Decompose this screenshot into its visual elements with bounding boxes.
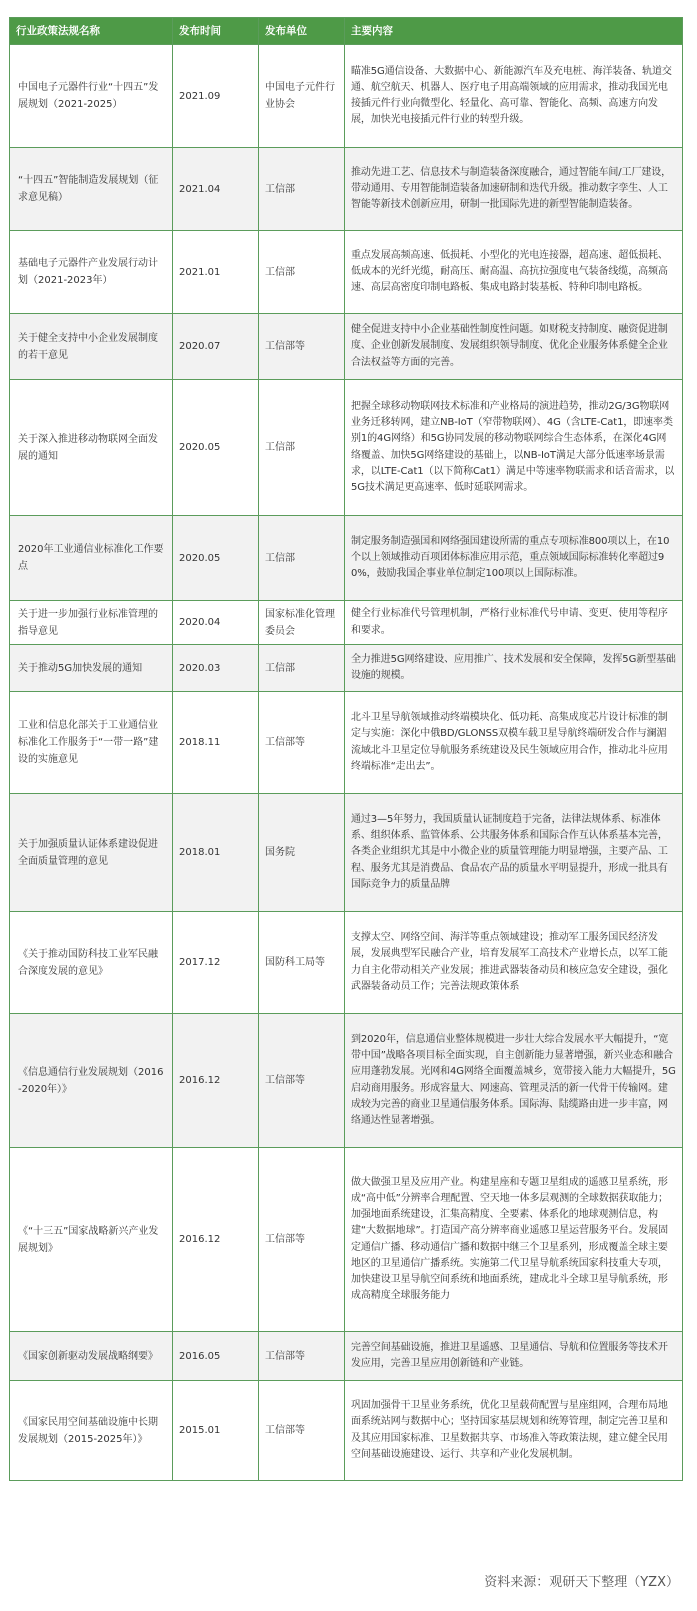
header-date: 发布时间 <box>173 18 259 45</box>
policy-name: 关于深入推进移动物联网全面发展的通知 <box>10 380 173 516</box>
policy-name: 《国家创新驱动发展战略纲要》 <box>10 1332 173 1381</box>
publish-date: 2016.05 <box>173 1332 259 1381</box>
table-row <box>10 45 683 148</box>
policy-name: 关于进一步加强行业标准管理的指导意见 <box>10 601 173 645</box>
table-row <box>10 1381 683 1481</box>
publish-date: 2021.04 <box>173 148 259 231</box>
main-content: 健全行业标准代号管理机制，严格行业标准代号申请、变更、使用等程序和要求。 <box>345 601 683 645</box>
table-row <box>10 912 683 1014</box>
issuer: 工信部 <box>259 380 345 516</box>
main-content: 巩固加强骨干卫星业务系统，优化卫星载荷配置与星座组网，合理布局地面系统站网与数据中心；坚持国家基层规划和统筹管理，制定完善卫星和及其应用国家标准、卫星数据共享、市场准入等政策法规，建立健全民用空间基础设施建设、运行、共享和产业化发展机制。 <box>345 1381 683 1481</box>
table-row <box>10 231 683 314</box>
issuer: 国务院 <box>259 794 345 912</box>
policy-name: 关于健全支持中小企业发展制度的若干意见 <box>10 314 173 380</box>
issuer: 工信部 <box>259 231 345 314</box>
policy-name: 关于推动5G加快发展的通知 <box>10 645 173 692</box>
issuer: 工信部等 <box>259 692 345 794</box>
main-content: 到2020年，信息通信业整体规模进一步壮大综合发展水平大幅提升，“宽带中国”战略各项目标全面实现，自主创新能力显著增强，新兴业态和融合应用蓬勃发展。光网和4G网络全面覆盖城乡，宽带接入能力大幅提升，5G启动商用服务。形成容量大、网速高、管理灵活的新一代骨干传输网。建成较为完善的商业卫星通信服务体系。国际海、陆缆路由进一步丰富，网络通达性显著增强。 <box>345 1014 683 1148</box>
issuer: 工信部 <box>259 645 345 692</box>
table-row <box>10 380 683 516</box>
publish-date: 2015.01 <box>173 1381 259 1481</box>
publish-date: 2020.05 <box>173 380 259 516</box>
header-name: 行业政策法规名称 <box>10 18 173 45</box>
publish-date: 2021.09 <box>173 45 259 148</box>
publish-date: 2020.05 <box>173 516 259 601</box>
issuer: 工信部等 <box>259 1332 345 1381</box>
main-content: 做大做强卫星及应用产业。构建星座和专题卫星组成的遥感卫星系统，形成“高中低”分辨率合理配置、空天地一体多层观测的全球数据获取能力；加强地面系统建设，汇集高精度、全要素、体系化的地球观测信息，构建“大数据地球”。打造国产高分辨率商业遥感卫星运营服务平台。发展固定通信广播、移动通信广播和数据中继三个卫星系列，形成覆盖全球主要地区的卫星通信广播系统。实施第二代卫星导航系统国家科技重大专项，加快建设卫星导航空间系统和地面系统，建成北斗全球卫星导航系统，形成高精度全球服务能力 <box>345 1148 683 1332</box>
policy-name: 关于加强质量认证体系建设促进全面质量管理的意见 <box>10 794 173 912</box>
source-note: 资料来源：观研天下整理（YZX） <box>484 1575 679 1590</box>
main-content: 把握全球移动物联网技术标准和产业格局的演进趋势，推动2G/3G物联网业务迁移转网，建立NB-IoT（窄带物联网）、4G（含LTE-Cat1，即速率类别1的4G网络）和5G协同发展的移动物联网综合生态体系，在深化4G网络覆盖、加快5G网络建设的基础上，以NB-IoT满足大部分低速率场景需求，以LTE-Cat1（以下简称Cat1）满足中等速率物联需求和话音需求，以5G技术满足更高速率、低时延联网需求。 <box>345 380 683 516</box>
publish-date: 2020.04 <box>173 601 259 645</box>
policy-name: 基础电子元器件产业发展行动计划（2021-2023年） <box>10 231 173 314</box>
policy-name: “十四五”智能制造发展规划（征求意见稿） <box>10 148 173 231</box>
table-row <box>10 645 683 692</box>
publish-date: 2016.12 <box>173 1148 259 1332</box>
table-row <box>10 148 683 231</box>
publish-date: 2016.12 <box>173 1014 259 1148</box>
main-content: 推动先进工艺、信息技术与制造装备深度融合，通过智能车间/工厂建设，带动通用、专用智能制造装备加速研制和迭代升级。推动数字孪生、人工智能等新技术创新应用，研制一批国际先进的新型智能制造装备。 <box>345 148 683 231</box>
table-row <box>10 516 683 601</box>
main-content: 支撑太空、网络空间、海洋等重点领域建设；推动军工服务国民经济发展，发展典型军民融合产业，培育发展军工高技术产业增长点，以军工能力自主化带动相关产业发展；推进武器装备动员和核应急安全建设，强化武器装备动员工作；完善法规政策体系 <box>345 912 683 1014</box>
policy-name: 工业和信息化部关于工业通信业标准化工作服务于“一带一路”建设的实施意见 <box>10 692 173 794</box>
policy-name: 《信息通信行业发展规划（2016-2020年）》 <box>10 1014 173 1148</box>
policy-name: 《“十三五”国家战略新兴产业发展规划》 <box>10 1148 173 1332</box>
issuer: 工信部 <box>259 516 345 601</box>
publish-date: 2017.12 <box>173 912 259 1014</box>
issuer: 中国电子元件行业协会 <box>259 45 345 148</box>
table-row <box>10 601 683 645</box>
table-row <box>10 1014 683 1148</box>
publish-date: 2018.01 <box>173 794 259 912</box>
main-content: 完善空间基础设施，推进卫星遥感、卫星通信、导航和位置服务等技术开发应用，完善卫星应用创新链和产业链。 <box>345 1332 683 1381</box>
main-content: 健全促进支持中小企业基础性制度性问题。如财税支持制度、融资促进制度、企业创新发展制度、发展组织领导制度、优化企业服务体系健全企业合法权益等方面的完善。 <box>345 314 683 380</box>
main-content: 制定服务制造强国和网络强国建设所需的重点专项标准800项以上，在10个以上领域推动百项团体标准应用示范，重点领域国际标准转化率超过90%，鼓励我国企事业单位制定100项以上国际标准。 <box>345 516 683 601</box>
publish-date: 2020.07 <box>173 314 259 380</box>
table-row <box>10 794 683 912</box>
issuer: 工信部 <box>259 148 345 231</box>
table-row <box>10 692 683 794</box>
issuer: 工信部等 <box>259 314 345 380</box>
issuer: 国家标准化管理委员会 <box>259 601 345 645</box>
header-issuer: 发布单位 <box>259 18 345 45</box>
publish-date: 2018.11 <box>173 692 259 794</box>
main-content: 重点发展高频高速、低损耗、小型化的光电连接器，超高速、超低损耗、低成本的光纤光缆，耐高压、耐高温、高抗拉强度电气装备线缆，高频高速、高层高密度印制电路板、集成电路封装基板、特种印制电路板。 <box>345 231 683 314</box>
issuer: 工信部等 <box>259 1014 345 1148</box>
table-row <box>10 314 683 380</box>
policy-table <box>9 17 683 1481</box>
header-content: 主要内容 <box>345 18 683 45</box>
main-content: 北斗卫星导航领域推动终端模块化、低功耗、高集成度芯片设计标准的制定与实施：深化中俄BD/GLONSS双模车载卫星导航终端研发合作与澜湄流域北斗卫星定位导航服务系统建设及民生领域应用合作，推动北斗应用终端标准“走出去”。 <box>345 692 683 794</box>
policy-name: 《国家民用空间基础设施中长期发展规划（2015-2025年）》 <box>10 1381 173 1481</box>
main-content: 瞄准5G通信设备、大数据中心、新能源汽车及充电桩、海洋装备、轨道交通、航空航天、机器人、医疗电子用高端领域的应用需求，推动我国光电接插元件行业向微型化、轻量化、高可靠、智能化、高频、高速方向发展，加快光电接插元件行业的转型升级。 <box>345 45 683 148</box>
publish-date: 2021.01 <box>173 231 259 314</box>
table-header-row <box>10 18 683 45</box>
policy-name: 中国电子元器件行业“十四五”发展规划（2021-2025） <box>10 45 173 148</box>
table-row <box>10 1332 683 1381</box>
publish-date: 2020.03 <box>173 645 259 692</box>
issuer: 国防科工局等 <box>259 912 345 1014</box>
table-row <box>10 1148 683 1332</box>
policy-name: 2020年工业通信业标准化工作要点 <box>10 516 173 601</box>
policy-name: 《关于推动国防科技工业军民融合深度发展的意见》 <box>10 912 173 1014</box>
main-content: 通过3—5年努力，我国质量认证制度趋于完备，法律法规体系、标准体系、组织体系、监管体系、公共服务体系和国际合作互认体系基本完善，各类企业组织尤其是中小微企业的质量管理能力明显增强，主要产品、工程、服务尤其是消费品、食品农产品的质量水平明显提升，形成一批具有国际竞争力的质量品牌 <box>345 794 683 912</box>
issuer: 工信部等 <box>259 1148 345 1332</box>
issuer: 工信部等 <box>259 1381 345 1481</box>
main-content: 全力推进5G网络建设、应用推广、技术发展和安全保障，发挥5G新型基础设施的规模。 <box>345 645 683 692</box>
